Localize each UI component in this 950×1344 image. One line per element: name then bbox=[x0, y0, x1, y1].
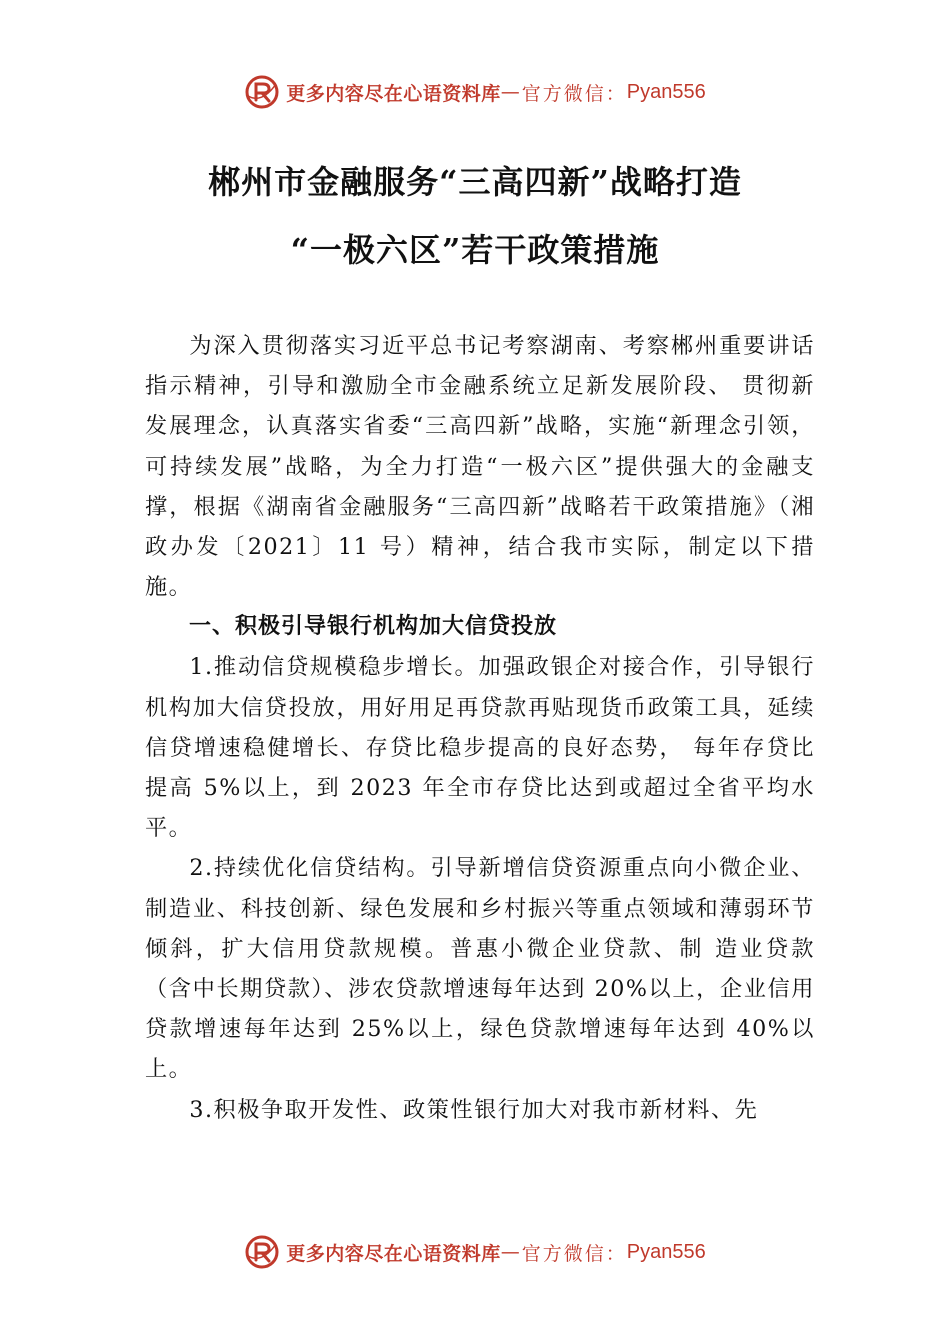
watermark-wechat-id: Pyan556 bbox=[626, 1240, 706, 1263]
document-title-line1: 郴州市金融服务“三高四新”战略打造 bbox=[208, 163, 742, 201]
watermark-official: 官方微信： bbox=[521, 1242, 627, 1265]
watermark-dash: — bbox=[500, 1241, 522, 1263]
watermark-brand: 更多内容尽在心语资料库 bbox=[286, 82, 501, 105]
circle-r-logo-icon bbox=[244, 74, 280, 110]
document-title-line2: “一极六区”若干政策措施 bbox=[290, 231, 660, 269]
intro-paragraph: 为深入贯彻落实习近平总书记考察湖南、考察郴州重要讲话指示精神，引导和激励全市金融系统立足新发展阶段、 贯彻新发展理念，认真落实省委“三高四新”战略，实施“新理念引领，可持续发展”战略，为全力打造“一极六区”提供强大的金融支撑，根据《湖南省金融服务“三高四新”战略若干政策措施》（湘政办发〔2021〕11 号）精神，结合我市实际，制定以下措施。 bbox=[145, 333, 815, 601]
item-paragraph-2: 2.持续优化信贷结构。引导新增信贷资源重点向小微企业、制造业、科技创新、绿色发展和乡村振兴等重点领域和薄弱环节倾斜，扩大信用贷款规模。普惠小微企业贷款、制 造业贷款（含中长期贷款）、涉农贷款增速每年达到 20%以上，企业信用贷款增速每年达到 25%以上，绿色贷款增速每年达到 40%以上。 bbox=[145, 855, 815, 1083]
circle-r-logo-icon bbox=[244, 1234, 280, 1270]
watermark-banner-top bbox=[0, 70, 950, 114]
watermark-dash: — bbox=[500, 81, 522, 103]
item-paragraph-3: 3.积极争取开发性、政策性银行加大对我市新材料、先 bbox=[189, 1096, 759, 1123]
watermark-official: 官方微信： bbox=[521, 82, 627, 105]
watermark-banner-bottom bbox=[0, 1230, 950, 1274]
watermark-brand: 更多内容尽在心语资料库 bbox=[286, 1242, 501, 1265]
watermark-wechat-id: Pyan556 bbox=[626, 80, 706, 103]
document-body bbox=[145, 326, 815, 1130]
item-paragraph-1: 1.推动信贷规模稳步增长。加强政银企对接合作，引导银行机构加大信贷投放，用好用足再贷款再贴现货币政策工具，延续信贷增速稳健增长、存贷比稳步提高的良好态势， 每年存贷比提高 5%以上，到 2023 年全市存贷比达到或超过全省平均水平。 bbox=[145, 654, 815, 842]
section-heading: 一、积极引导银行机构加大信贷投放 bbox=[189, 614, 558, 640]
